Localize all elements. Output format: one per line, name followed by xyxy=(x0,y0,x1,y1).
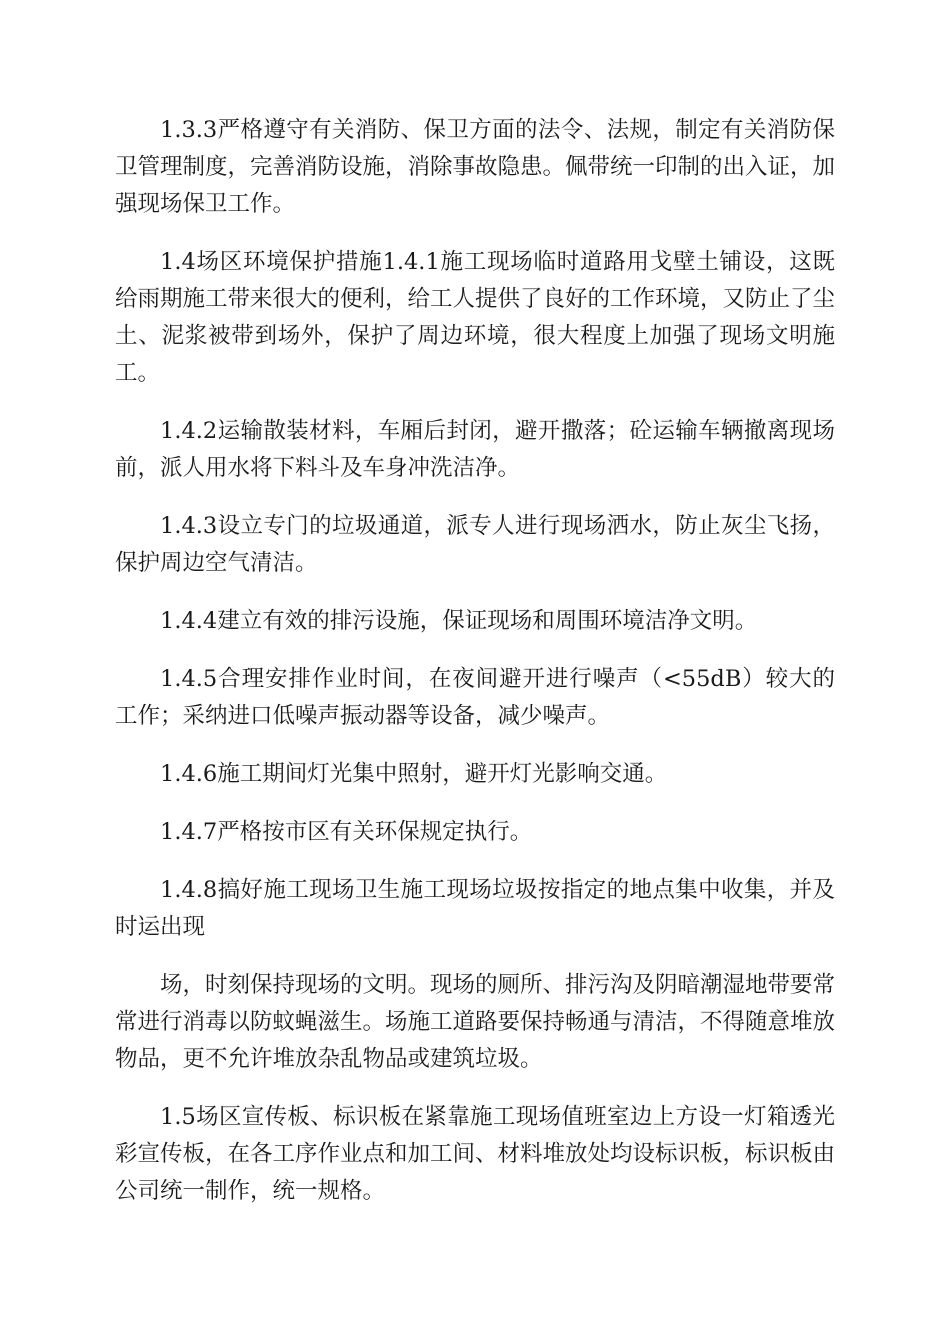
paragraph-1-4-6: 1.4.6施工期间灯光集中照射，避开灯光影响交通。 xyxy=(160,761,668,787)
paragraph-1-4-7: 1.4.7严格按市区有关环保规定执行。 xyxy=(160,819,533,845)
document-page xyxy=(115,112,835,1210)
paragraph-1-4-4: 1.4.4建立有效的排污设施，保证现场和周围环境洁净文明。 xyxy=(160,608,758,634)
paragraph-1-3-3: 1.3.3严格遵守有关消防、保卫方面的法令、法规，制定有关消防保卫管理制度，完善消防设施，消除事故隐患。佩带统一印制的出入证，加强现场保卫工作。 xyxy=(115,117,836,217)
paragraph-1-4-2: 1.4.2运输散装材料，车厢后封闭，避开撒落；砼运输车辆撤离现场前，派人用水将下料斗及车身冲洗洁净。 xyxy=(115,418,835,481)
paragraph-1-4-3: 1.4.3设立专门的垃圾通道，派专人进行现场洒水，防止灰尘飞扬，保护周边空气清洁。 xyxy=(115,513,835,576)
paragraph-continuation: 场，时刻保持现场的文明。现场的厕所、排污沟及阴暗潮湿地带要常常进行消毒以防蚊蝇滋生。场施工道路要保持畅通与清洁，不得随意堆放物品，更不允许堆放杂乱物品或建筑垃圾。 xyxy=(115,972,836,1072)
paragraph-1-4-8: 1.4.8搞好施工现场卫生施工现场垃圾按指定的地点集中收集，并及时运出现 xyxy=(115,877,835,940)
paragraph-1-4-1: 1.4场区环境保护措施1.4.1施工现场临时道路用戈壁土铺设，这既给雨期施工带来很大的便利，给工人提供了良好的工作环境，又防止了尘土、泥浆被带到场外，保护了周边环境，很大程度上加强了现场文明施工。 xyxy=(115,249,836,386)
paragraph-1-4-5: 1.4.5合理安排作业时间，在夜间避开进行噪声（<55dB）较大的工作；采纳进口低噪声振动器等设备，减少噪声。 xyxy=(115,666,835,729)
paragraph-1-5: 1.5场区宣传板、标识板在紧靠施工现场值班室边上方设一灯箱透光彩宣传板，在各工序作业点和加工间、材料堆放处均设标识板，标识板由公司统一制作，统一规格。 xyxy=(115,1104,836,1204)
